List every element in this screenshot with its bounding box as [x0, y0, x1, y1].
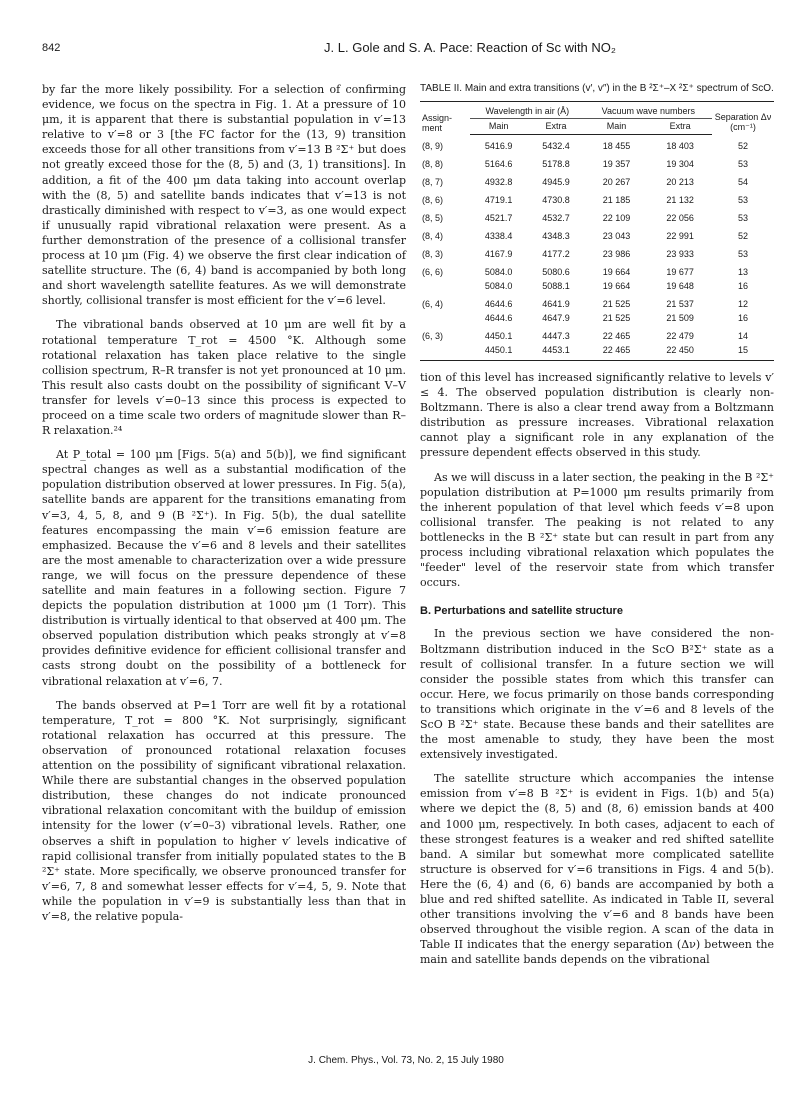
table-row [420, 293, 774, 311]
cell-wavelength-extra: 5088.1 [542, 281, 570, 291]
header-wavelength: Wavelength in air (Å) [470, 102, 585, 119]
table-row [420, 171, 774, 189]
cell-wavelength-extra: 4730.8 [542, 195, 570, 205]
left-column [42, 82, 406, 933]
page-number: 842 [42, 42, 61, 54]
table-row [420, 325, 774, 343]
cell-assignment: (8, 3) [422, 249, 444, 259]
cell-wavenumber-extra: 19 648 [666, 281, 694, 291]
cell-wavelength-extra: 5432.4 [542, 141, 570, 151]
cell-separation: 16 [737, 281, 748, 291]
paragraph: At P_total = 100 μm [Figs. 5(a) and 5(b)], we find significant spectral changes as well as a substantial modification of the population distribution observed at lower pressures. In Fig. 5(a), satellite bands are apparent for the transitions emanating from v′=3, 4, 5, 8, and 9 (B ²Σ⁺). In Fig. 5(b), the dual satellite features encompassing the main v′=6 emission feature are emphasized. Because the v′=6 and 8 levels and their satellites are the most amenable to characterization over a wide pressure range, we will focus on the pressure dependence of these satellite and main features in a following section. Figure 7 depicts the population distribution at 1000 μm (1 Torr). This distribution is virtually identical to that observed at 400 μm. The observed population distribution which peaks strongly at v′=8 provides definitive evidence for efficient collisional transfer and casts strong doubt on the possibility of a bottleneck for vibrational relaxation at v′=6, 7. [42, 448, 406, 688]
cell-separation: 53 [737, 213, 748, 223]
paragraph: The satellite structure which accompanies the intense emission from v′=8 B ²Σ⁺ is evident in Figs. 1(b) and 5(a) where we depict the (8, 5) and (8, 6) emission bands at 400 and 1000 μm, respectively. In both cases, adjacent to each of these strongest features is a weaker and red shifted satellite band. A similar but somewhat more complicated satellite structure is observed for v′=6 transitions in Figs. 4 and 5(b). Here the (6, 4) and (6, 6) bands are accompanied by both a blue and red shifted satellite. As indicated in Table II, several other transitions involving the v′=6 and 8 bands have been observed throughout the visible region. A scan of the data in Table II indicates that the energy separation (Δν) between the main and satellite bands depends on the vibrational [420, 772, 774, 967]
cell-assignment: (8, 4) [422, 231, 444, 241]
cell-wavelength-main: 4338.4 [484, 231, 513, 241]
cell-wavenumber-extra: 22 991 [666, 231, 694, 241]
table-row [420, 225, 774, 243]
cell-assignment: (6, 3) [422, 331, 444, 341]
cell-wavelength-main: 5084.0 [484, 281, 513, 291]
cell-wavenumber-extra: 22 450 [648, 343, 712, 361]
header-extra: Extra [527, 119, 584, 135]
header-separation: Separation Δν (cm⁻¹) [712, 102, 774, 135]
cell-wavenumber-main: 18 455 [602, 141, 631, 151]
header-extra: Extra [648, 119, 712, 135]
cell-wavenumber-extra: 21 132 [666, 195, 694, 205]
cell-wavelength-extra: 4453.1 [527, 343, 584, 361]
cell-wavenumber-extra: 20 213 [666, 177, 694, 187]
table-ii [420, 82, 774, 361]
table-row [420, 135, 774, 154]
cell-separation: 54 [737, 177, 748, 187]
cell-assignment [420, 343, 470, 361]
cell-wavelength-extra: 5080.6 [542, 267, 570, 277]
cell-wavenumber-main: 22 465 [585, 343, 649, 361]
running-title: J. L. Gole and S. A. Pace: Reaction of Sc with NO₂ [324, 40, 616, 55]
cell-wavenumber-main: 21 525 [602, 299, 631, 309]
transitions-table [420, 101, 774, 361]
cell-separation: 53 [737, 249, 748, 259]
paragraph: by far the more likely possibility. For a selection of confirming evidence, we focus on the spectra in Fig. 1. At a pressure of 10 μm, it is apparent that there is substantial population in v′=13 relative to v′=8 or 3 [the FC factor for the (13, 9) transition exceeds those for all other transitions from v′=13 B ²Σ⁺ but does not greatly exceed those for the (8, 5) and (3, 1) transitions]. In addition, a fit of the 400 μm data taking into account overlap with the (8, 5) and satellite bands indicates that v′=13 is not drastically diminished with respect to v′=3, as one would expect if unusually rapid vibrational relaxation were present. As a further demonstration of the presence of a collisional transfer process at 10 μm (Fig. 4) we observe the first clear indication of satellite structure. The (6, 4) band is accompanied by both long and short wavelength satellite features. As we will demonstrate shortly, collisional transfer is most efficient for the v′=6 level. [42, 83, 406, 308]
cell-wavelength-main: 4719.1 [484, 195, 513, 205]
cell-assignment: (8, 6) [422, 195, 444, 205]
cell-assignment: (8, 8) [422, 159, 444, 169]
cell-wavelength-extra: 5178.8 [542, 159, 570, 169]
cell-separation: 13 [737, 267, 748, 277]
cell-wavelength-main: 5416.9 [484, 141, 513, 151]
table-caption: TABLE II. Main and extra transitions (v′, v″) in the B ²Σ⁺–X ²Σ⁺ spectrum of ScO. [420, 83, 774, 94]
header-main: Main [470, 119, 527, 135]
cell-wavelength-main: 4167.9 [484, 249, 513, 259]
cell-wavenumber-extra: 22 056 [666, 213, 694, 223]
cell-wavelength-main: 4450.1 [484, 331, 513, 341]
table-row [420, 279, 774, 293]
header-wavenumbers: Vacuum wave numbers [585, 102, 712, 119]
cell-wavenumber-extra: 21 509 [666, 313, 694, 323]
cell-wavelength-extra: 4177.2 [542, 249, 570, 259]
cell-separation: 16 [737, 313, 748, 323]
cell-separation: 52 [737, 140, 748, 151]
cell-wavelength-extra: 4647.9 [542, 313, 570, 323]
table-body [420, 135, 774, 361]
cell-wavenumber-main: 23 986 [602, 249, 631, 259]
cell-wavelength-extra: 4641.9 [542, 299, 570, 309]
cell-assignment [420, 311, 470, 325]
cell-wavenumber-extra: 22 479 [666, 331, 694, 341]
cell-wavenumber-main: 20 267 [602, 177, 631, 187]
cell-separation: 53 [737, 159, 748, 169]
cell-wavelength-extra: 4532.7 [542, 213, 570, 223]
cell-wavenumber-main: 21 525 [602, 313, 631, 323]
table-row [420, 207, 774, 225]
table-row [420, 343, 774, 361]
cell-wavelength-main: 4644.6 [484, 299, 513, 309]
paragraph: tion of this level has increased significantly relative to levels v′ ≤ 4. The observed population distribution is clearly non-Boltzmann. There is also a clear trend away from a Boltzmann distribution as pressure increases. Vibrational relaxation cannot play a significant role in any explanation of the pressure dependent effects observed in this study. [420, 371, 774, 460]
cell-separation: 15 [712, 343, 774, 361]
cell-wavenumber-extra: 21 537 [666, 299, 694, 309]
paragraph: As we will discuss in a later section, the peaking in the B ²Σ⁺ population distribution at P=1000 μm results primarily from the inherent population of that level which feeds v′=8 upon collisional transfer. The peaking is not related to any bottlenecks in the B ²Σ⁺ state but can result in part from any process including vibrational relaxation which populates the "feeder" level of the reservoir state from which transfer occurs. [420, 470, 774, 590]
cell-wavenumber-main: 19 357 [602, 159, 631, 169]
cell-wavenumber-main: 22 465 [602, 331, 631, 341]
cell-wavelength-extra: 4348.3 [542, 231, 570, 241]
header-main: Main [585, 119, 649, 135]
cell-assignment: (8, 9) [422, 140, 444, 151]
cell-assignment: (6, 4) [422, 299, 444, 309]
table-row [420, 153, 774, 171]
cell-wavenumber-main: 23 043 [602, 231, 631, 241]
cell-wavelength-main: 4932.8 [484, 177, 513, 187]
table-row [420, 311, 774, 325]
cell-wavelength-main: 4644.6 [484, 313, 513, 323]
cell-assignment: (8, 7) [422, 177, 444, 187]
cell-separation: 14 [737, 331, 748, 341]
cell-wavelength-main: 4450.1 [470, 343, 527, 361]
cell-wavelength-main: 4521.7 [484, 213, 513, 223]
cell-wavelength-extra: 4945.9 [542, 177, 570, 187]
cell-wavenumber-main: 19 664 [602, 267, 631, 277]
cell-wavelength-extra: 4447.3 [542, 331, 570, 341]
cell-wavenumber-main: 19 664 [602, 281, 631, 291]
cell-wavenumber-extra: 18 403 [666, 141, 694, 151]
section-heading: B. Perturbations and satellite structure [420, 605, 623, 618]
paragraph: The vibrational bands observed at 10 μm are well fit by a rotational temperature T_rot = 4500 °K. Although some rotational relaxation has taken place relative to the single collision spectrum, R–R transfer is not yet pronounced at 10 μm. This result also casts doubt on the possibility of significant V–V transfer for levels v′=0–13 since this process is expected to proceed on a time scale two orders of magnitude slower than R–R relaxation.²⁴ [42, 318, 406, 438]
paragraph: The bands observed at P=1 Torr are well fit by a rotational temperature, T_rot = 800 °K. Not surprisingly, significant rotational relaxation has occurred at this pressure. The observation of pronounced rotational relaxation focuses attention on the possibility of significant vibrational relaxation. While there are substantial changes in the observed population distribution, these changes do not indicate pronounced vibrational relaxation concomitant with the buildup of emission intensity for the lower (v′=0–3) vibrational levels. Rather, one observes a shift in population to higher v′ levels indicative of rapid collisional transfer from initially populated states to the B ²Σ⁺ state. More specifically, we observe pronounced transfer for v′=6, 7, 8 and somewhat lesser effects for v′=4, 5, 9. Note that while the population in v′=9 is substantially less than that in v′=8, the relative popula- [42, 698, 406, 923]
header-assignment: Assign-ment [420, 102, 470, 135]
journal-citation: J. Chem. Phys., Vol. 73, No. 2, 15 July 1980 [308, 1055, 504, 1066]
table-row [420, 243, 774, 261]
cell-wavenumber-main: 22 109 [602, 213, 631, 223]
table-row [420, 261, 774, 279]
cell-wavenumber-extra: 23 933 [666, 249, 694, 259]
cell-separation: 52 [737, 231, 748, 241]
cell-wavenumber-main: 21 185 [602, 195, 631, 205]
cell-wavenumber-extra: 19 677 [666, 267, 694, 277]
cell-wavenumber-extra: 19 304 [666, 159, 694, 169]
right-column [420, 370, 774, 976]
cell-assignment: (8, 5) [422, 213, 444, 223]
cell-wavelength-main: 5084.0 [484, 267, 513, 277]
cell-wavelength-main: 5164.6 [484, 159, 513, 169]
cell-separation: 12 [737, 299, 748, 309]
cell-assignment [420, 279, 470, 293]
cell-separation: 53 [737, 195, 748, 205]
table-row [420, 189, 774, 207]
cell-assignment: (6, 6) [422, 267, 444, 277]
paragraph: In the previous section we have considered the non-Boltzmann distribution induced in the ScO B²Σ⁺ state as a result of collisional transfer. In a future section we will consider the possible states from which this transfer can occur. Here, we focus primarily on those bands corresponding to transitions which originate in the v′=6 and 8 levels of the ScO B ²Σ⁺ state. Because these bands and their satellites are the most amenable to study, they have been the most extensively investigated. [420, 627, 774, 762]
